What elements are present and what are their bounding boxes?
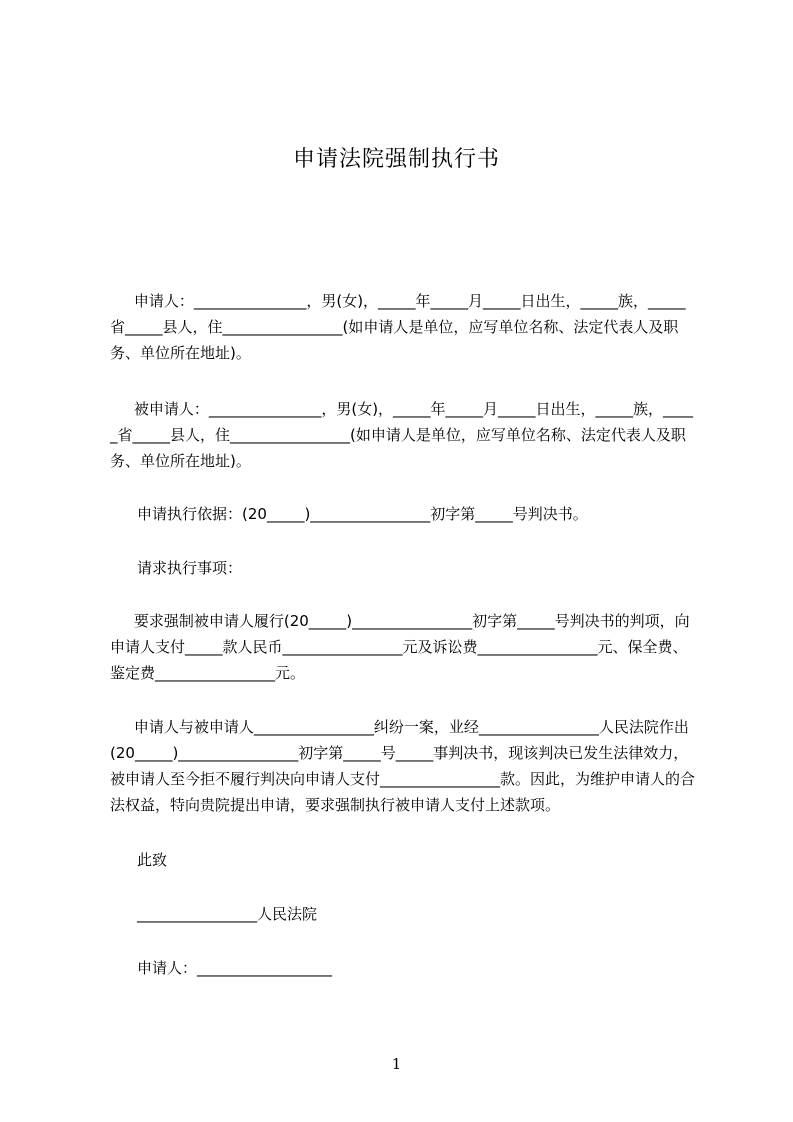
court-line: ________________人民法院 [137, 905, 318, 923]
applicant-paragraph: 申请人：_______________，男(女)，_____年_____月_____日出生，_____族，_____省_____县人，住________________(如申请人是单位，应写单位名称、法定代表人及职务、单位所在地址)。 [110, 292, 686, 362]
signature-line: 申请人：__________________ [137, 959, 333, 977]
facts-paragraph: 申请人与被申请人________________纠纷一案，业经________________人民法院作出(20_____)________________初字第_____号_____事判决书，现该判决已发生法律效力，被申请人至今拒不履行判决向申请人支付________________款。因此，为维护申请人的合法权益，特向贵院提出申请，要求强制执行被申请人支付上述款项。 [110, 718, 696, 814]
respondent-paragraph: 被申请人：_______________，男(女)，_____年_____月_____日出生，_____族，_____省_____县人，住________________(如申请人是单位，应写单位名称、法定代表人及职务、单位所在地址)。 [110, 400, 694, 470]
page-number: 1 [391, 1055, 402, 1073]
request-heading: 请求执行事项： [137, 559, 243, 577]
request-paragraph: 要求强制被申请人履行(20_____)________________初字第_____号判决书的判项，向申请人支付_____款人民币________________元及诉讼费________________元、保全费、鉴定费________________元。 [110, 612, 690, 682]
document-title: 申请法院强制执行书 [292, 147, 500, 172]
execution-basis-line: 申请执行依据：(20_____)________________初字第_____号判决书。 [137, 505, 588, 523]
closing-salutation: 此致 [137, 851, 168, 869]
